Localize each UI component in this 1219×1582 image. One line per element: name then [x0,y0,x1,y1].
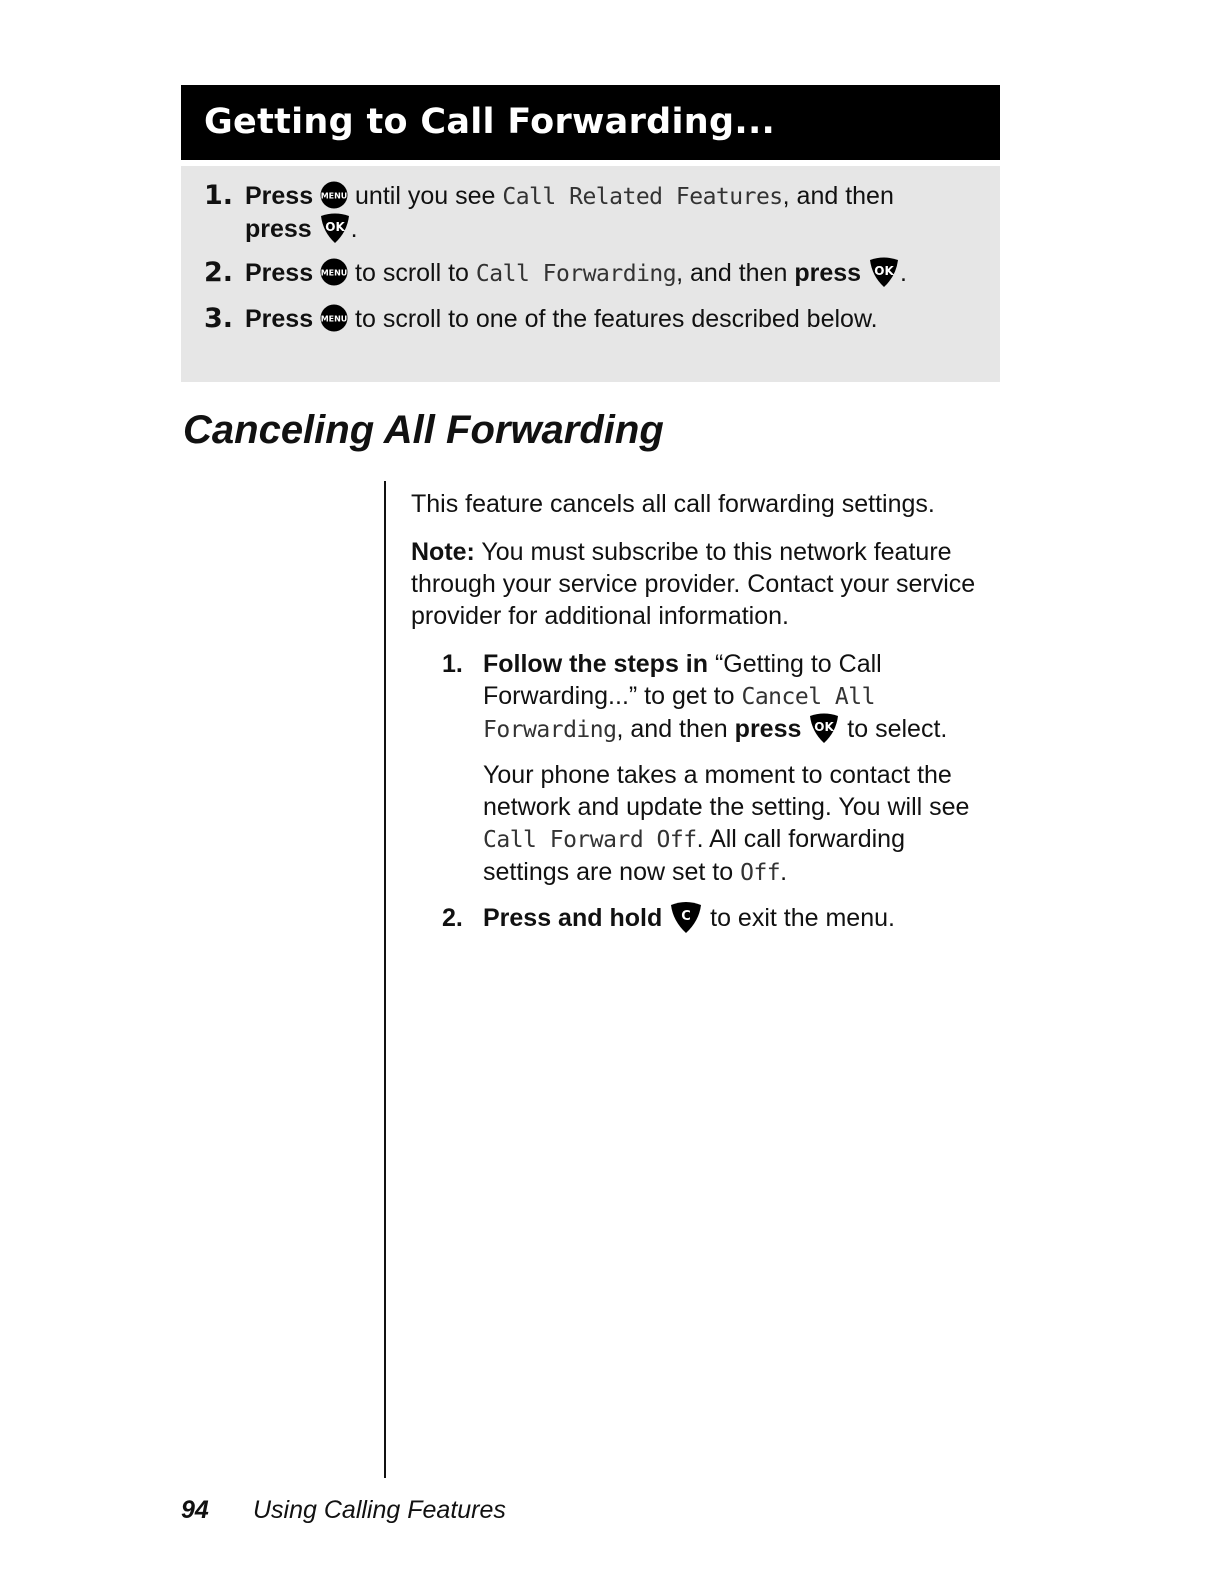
display-text: Call Forward Off [483,827,697,853]
svg-text:C: C [681,909,691,925]
ok-key-icon [319,212,351,244]
svg-text:MENU: MENU [320,268,348,278]
page-number: 94 [181,1496,209,1524]
display-text: Off [740,860,781,886]
step-number: 2. [204,257,234,288]
display-text: Call Forwarding [475,261,677,287]
menu-key-icon [320,181,348,209]
step-text: Press MENU to scroll to Call Forwarding, and then press OK . [245,257,965,290]
menu-key-icon [320,258,348,286]
footer-section-name: Using Calling Features [253,1496,506,1524]
callout-title: Getting to Call Forwarding... [204,102,776,142]
display-text: Call Related Features [502,184,783,210]
svg-text:OK: OK [874,264,894,279]
note-paragraph: Note: You must subscribe to this network feature through your service provider. Contact your service provider for additional information. [411,538,976,630]
step-number: 1. [442,650,463,678]
step-text: Press and hold C to exit the menu. [483,902,1003,936]
step-text: Follow the steps in “Getting to Call Forwarding...” to get to Cancel All Forwarding, and then press OK to select. [483,650,948,743]
note-label: Note: [411,538,475,566]
ok-key-icon [808,712,840,744]
svg-text:MENU: MENU [320,314,348,324]
step-text: Press MENU to scroll to one of the features described below. [245,305,878,333]
step-number: 1. [204,180,234,211]
margin-rule [384,481,386,1478]
display-text: Cancel All Forwarding [483,684,875,743]
clear-key-icon [669,900,703,934]
ok-key-icon [868,256,900,288]
step-text: Press MENU until you see Call Related Features, and then press OK . [245,182,894,243]
step-number: 2. [442,904,463,932]
callout-header [181,85,1000,160]
svg-text:MENU: MENU [320,191,348,201]
menu-key-icon [320,304,348,332]
callout-body [181,166,1000,382]
step-detail: Your phone takes a moment to contact the network and update the setting. You will see Call Forward Off. All call forwarding settings are now set to Off. [483,761,970,886]
svg-text:OK: OK [814,720,835,735]
intro-paragraph: This feature cancels all call forwarding settings. [411,490,935,518]
step-number: 3. [204,303,234,334]
svg-text:OK: OK [324,220,345,235]
section-title: Canceling All Forwarding [183,408,664,452]
